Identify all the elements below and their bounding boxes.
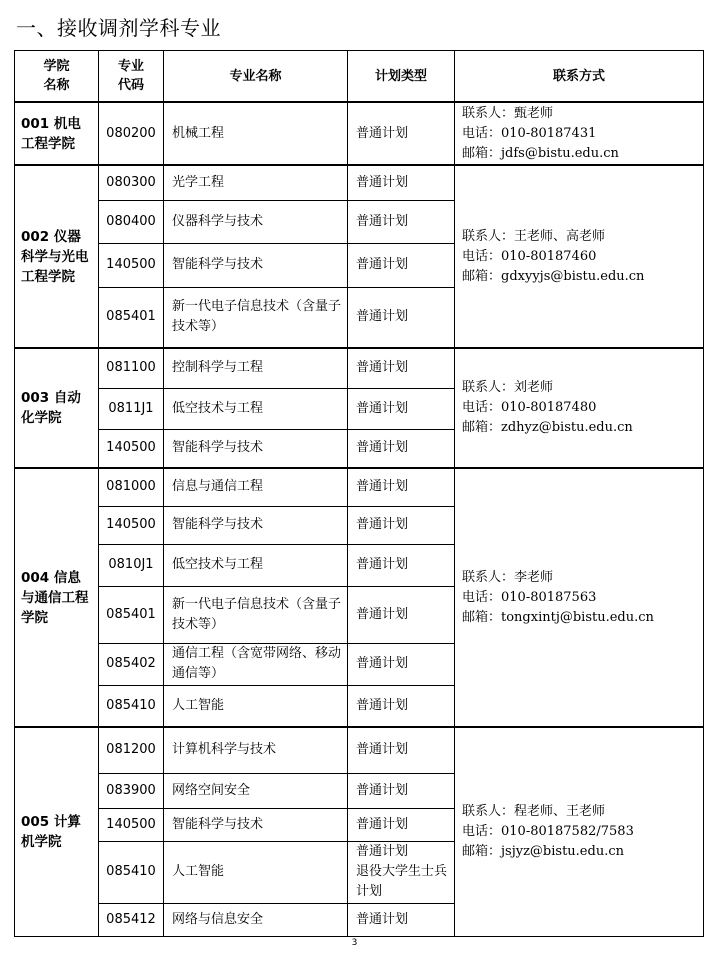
major-name: 信息与通信工程 [164, 468, 348, 506]
major-name: 网络空间安全 [164, 773, 348, 808]
page-number: 3 [351, 938, 358, 948]
plan-type-extra: 退役大学生士兵计划 [356, 864, 448, 899]
plan-type: 普通计划 [348, 388, 455, 429]
header-code: 专业 代码 [99, 51, 164, 103]
contact-person: 联系人：刘老师 [462, 380, 554, 395]
plan-type: 普通计划 [348, 808, 455, 841]
table-header-row [15, 51, 704, 103]
major-name: 新一代电子信息技术（含量子技术等） [164, 287, 348, 348]
major-code: 083900 [99, 773, 164, 808]
table-row [15, 468, 704, 506]
major-name: 低空技术与工程 [164, 388, 348, 429]
plan-type: 普通计划 [348, 348, 455, 388]
major-name: 机械工程 [164, 102, 348, 165]
plan-type: 普通计划 [348, 773, 455, 808]
plan-type: 普通计划 [348, 102, 455, 165]
major-code: 085401 [99, 586, 164, 643]
table-row [15, 348, 704, 388]
contact-info [455, 468, 704, 727]
contact-person: 联系人：李老师 [462, 569, 554, 585]
major-name: 仪器科学与技术 [164, 200, 348, 243]
major-code: 081100 [99, 348, 164, 388]
plan-type: 普通计划 [348, 727, 455, 773]
major-code: 085402 [99, 643, 164, 685]
plan-type [348, 841, 455, 903]
header-college: 学院 名称 [15, 51, 99, 103]
major-code: 085410 [99, 841, 164, 903]
plan-type: 普通计划 [348, 643, 455, 685]
major-name: 计算机科学与技术 [164, 727, 348, 773]
plan-type: 普通计划 [348, 468, 455, 506]
header-plan: 计划类型 [348, 51, 455, 103]
contact-email: 邮箱：tongxintj@bistu.edu.cn [462, 609, 654, 625]
contact-phone: 电话：010-80187563 [462, 589, 597, 605]
major-name: 控制科学与工程 [164, 348, 348, 388]
college-name: 002 仪器科学与光电工程学院 [15, 165, 99, 348]
contact-info [455, 165, 704, 348]
contact-info [455, 102, 704, 165]
contact-person: 联系人：甄老师 [462, 105, 554, 121]
major-name: 人工智能 [164, 685, 348, 727]
plan-type: 普通计划 [348, 200, 455, 243]
college-name: 003 自动化学院 [15, 348, 99, 468]
majors-table [14, 50, 704, 937]
plan-type: 普通计划 [348, 165, 455, 200]
major-name: 智能科学与技术 [164, 243, 348, 287]
major-name: 网络与信息安全 [164, 903, 348, 936]
college-name: 001 机电工程学院 [15, 102, 99, 165]
contact-person: 联系人：王老师、高老师 [462, 228, 606, 244]
contact-email: 邮箱：gdxyyjs@bistu.edu.cn [462, 268, 645, 284]
major-code: 0810J1 [99, 544, 164, 586]
major-code: 085412 [99, 903, 164, 936]
major-code: 085410 [99, 685, 164, 727]
plan-type: 普通计划 [348, 287, 455, 348]
contact-phone: 电话：010-80187460 [462, 248, 597, 264]
plan-type: 普通计划 [348, 903, 455, 936]
plan-type-line: 普通计划 [356, 844, 409, 859]
major-code: 085401 [99, 287, 164, 348]
major-name: 智能科学与技术 [164, 506, 348, 544]
college-name: 005 计算机学院 [15, 727, 99, 936]
header-major: 专业名称 [164, 51, 348, 103]
major-code: 0811J1 [99, 388, 164, 429]
major-code: 140500 [99, 243, 164, 287]
major-code: 140500 [99, 808, 164, 841]
major-name: 新一代电子信息技术（含量子技术等） [164, 586, 348, 643]
table-row [15, 165, 704, 200]
college-name: 004 信息与通信工程学院 [15, 468, 99, 727]
plan-type: 普通计划 [348, 429, 455, 468]
major-code: 140500 [99, 506, 164, 544]
table-row [15, 727, 704, 773]
plan-type: 普通计划 [348, 506, 455, 544]
major-code: 080400 [99, 200, 164, 243]
major-name: 低空技术与工程 [164, 544, 348, 586]
contact-phone: 电话：010-80187480 [462, 400, 597, 415]
major-code: 080300 [99, 165, 164, 200]
plan-type: 普通计划 [348, 243, 455, 287]
major-code: 080200 [99, 102, 164, 165]
contact-info [455, 348, 704, 468]
major-name: 人工智能 [164, 841, 348, 903]
major-name: 智能科学与技术 [164, 429, 348, 468]
contact-phone: 电话：010-80187582/7583 [462, 823, 634, 839]
major-code: 140500 [99, 429, 164, 468]
contact-info [455, 727, 704, 936]
major-code: 081000 [99, 468, 164, 506]
section-heading: 一、接收调剂学科专业 [16, 16, 221, 40]
plan-type: 普通计划 [348, 544, 455, 586]
contact-phone: 电话：010-80187431 [462, 125, 597, 141]
header-contact: 联系方式 [455, 51, 704, 103]
plan-type: 普通计划 [348, 586, 455, 643]
contact-person: 联系人：程老师、王老师 [462, 803, 606, 819]
plan-type: 普通计划 [348, 685, 455, 727]
table-row [15, 102, 704, 165]
contact-email: 邮箱：jdfs@bistu.edu.cn [462, 145, 619, 161]
major-code: 081200 [99, 727, 164, 773]
contact-email: 邮箱：zdhyz@bistu.edu.cn [462, 420, 633, 435]
major-name: 通信工程（含宽带网络、移动通信等） [164, 643, 348, 685]
major-name: 光学工程 [164, 165, 348, 200]
major-name: 智能科学与技术 [164, 808, 348, 841]
contact-email: 邮箱：jsjyz@bistu.edu.cn [462, 843, 624, 859]
